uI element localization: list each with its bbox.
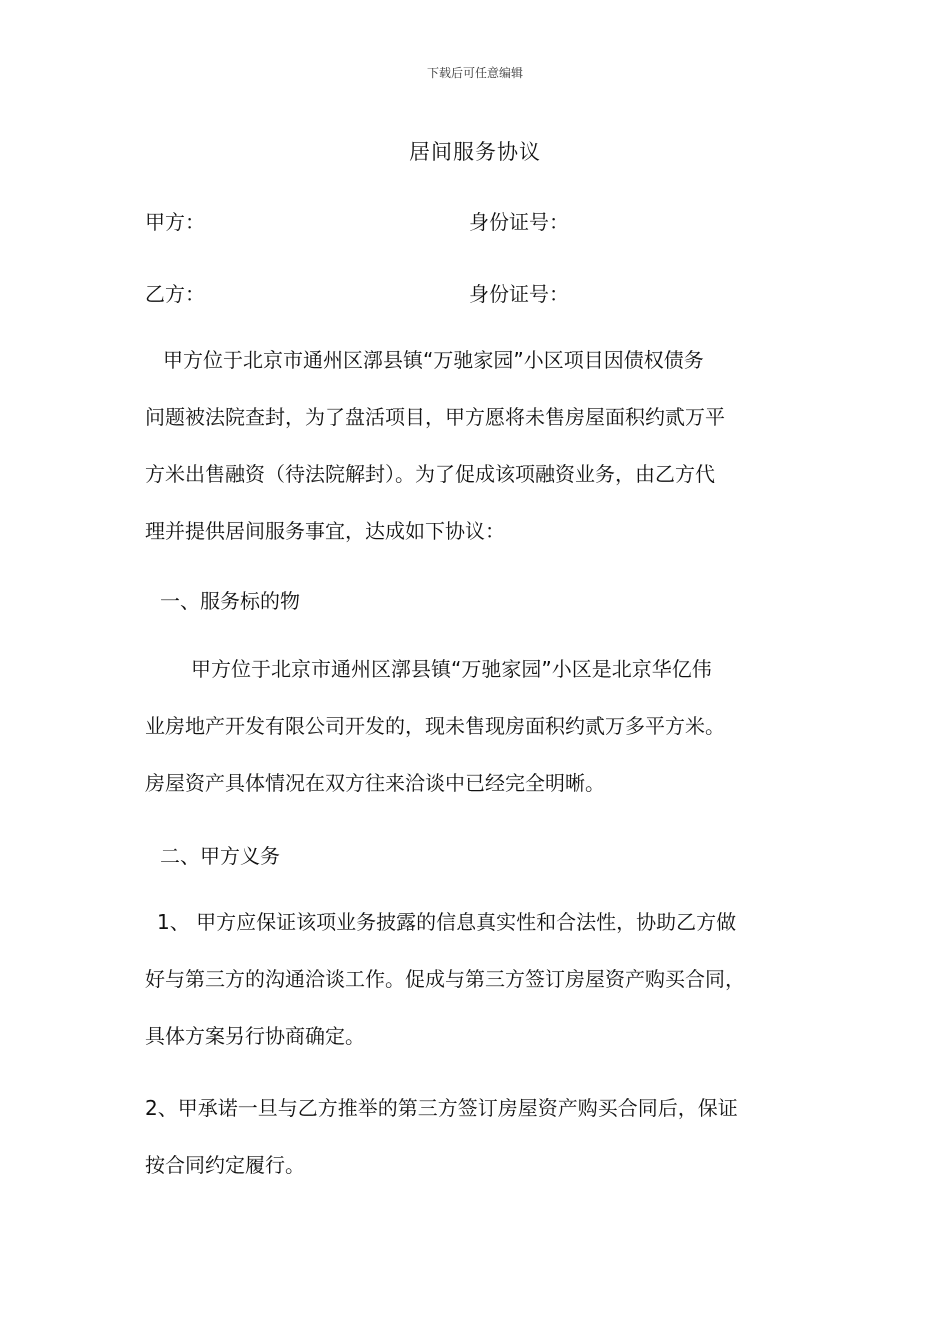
section2-item1-line: 1、 甲方应保证该项业务披露的信息真实性和合法性，协助乙方做 (157, 910, 737, 934)
section2-item1-line: 好与第三方的沟通洽谈工作。促成与第三方签订房屋资产购买合同， (145, 967, 745, 991)
section2-heading: 二、甲方义务 (160, 844, 280, 868)
intro-line: 方米出售融资（待法院解封）。为了促成该项融资业务，由乙方代 (145, 462, 715, 486)
section1-line: 房屋资产具体情况在双方往来洽谈中已经完全明晰。 (145, 771, 605, 795)
section2-item2 (145, 1080, 815, 1194)
page-title: 居间服务协议 (409, 140, 541, 164)
intro-line: 甲方位于北京市通州区漷县镇“万驰家园”小区项目因债权债务 (163, 348, 704, 372)
party-b-id-label: 身份证号： (469, 282, 569, 306)
party-a-id-label: 身份证号： (469, 210, 569, 234)
party-a-label: 甲方： (145, 210, 205, 234)
intro-line: 理并提供居间服务事宜，达成如下协议： (145, 519, 505, 543)
section1-heading: 一、服务标的物 (160, 589, 300, 613)
section2-item1-line: 具体方案另行协商确定。 (145, 1024, 365, 1048)
party-b-label: 乙方： (145, 282, 205, 306)
party-a-row (145, 206, 825, 236)
intro-paragraph (145, 332, 815, 560)
section2-item2-line: 按合同约定履行。 (145, 1153, 305, 1177)
intro-line: 问题被法院查封，为了盘活项目，甲方愿将未售房屋面积约贰万平 (145, 405, 725, 429)
section1-line: 甲方位于北京市通州区漷县镇“万驰家园”小区是北京华亿伟 (191, 657, 712, 681)
section2-item1 (145, 894, 815, 1065)
section1-line: 业房地产开发有限公司开发的，现未售现房面积约贰万多平方米。 (145, 714, 725, 738)
section1-paragraph (145, 641, 815, 812)
section2-item2-line: 2、甲承诺一旦与乙方推举的第三方签订房屋资产购买合同后，保证 (145, 1096, 738, 1120)
header-note: 下载后可任意编辑 (426, 66, 523, 80)
party-b-row (145, 278, 825, 308)
